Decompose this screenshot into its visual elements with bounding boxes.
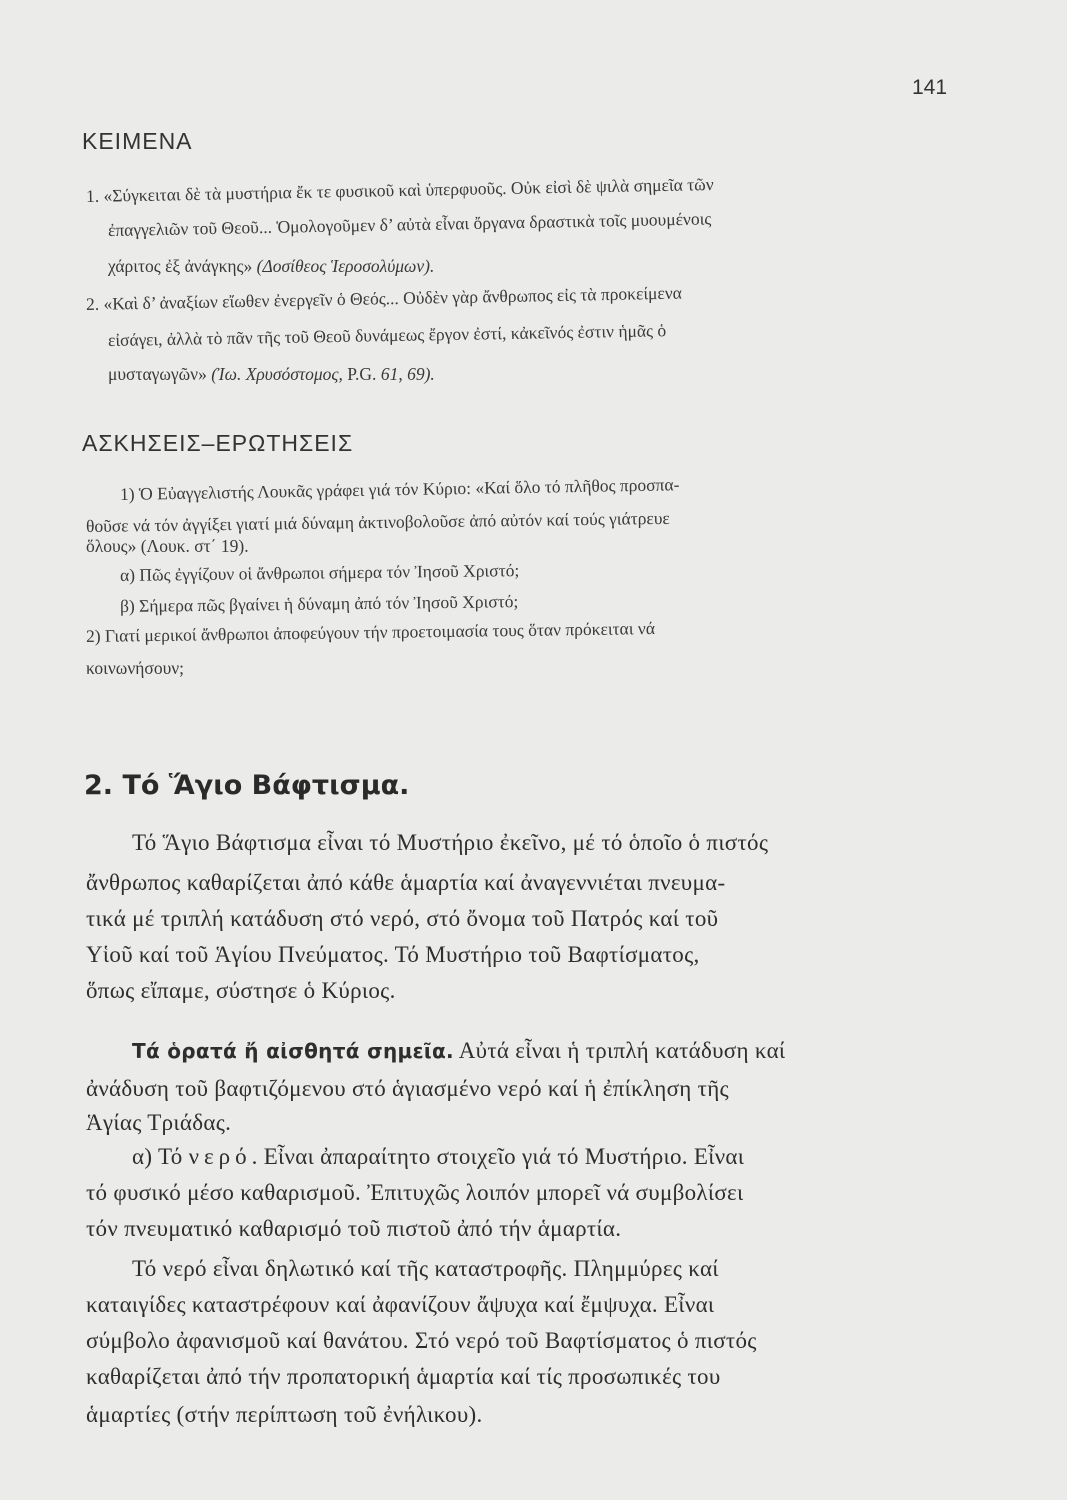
paragraph-3-line-2: τό φυσικό μέσο καθαρισμοῦ. Ἐπιτυχῶς λοιπόν μπορεῖ νά συμβολίσει — [86, 1180, 744, 1205]
paragraph-1-line-1: Τό Ἅγιο Βάφτισμα εἶναι τό Μυστήριο ἐκεῖνο, μέ τό ὁποῖο ὁ πιστός — [132, 830, 769, 855]
paragraph-1-line-2: ἄνθρωπος καθαρίζεται ἀπό κάθε ἁμαρτία καί ἀναγεννιέται πνευμα- — [86, 870, 726, 895]
paragraph-3-line-1-rest: . Εἶναι ἀπαραίτητο στοιχεῖο γιά τό Μυστήριο. Εἶναι — [251, 1144, 745, 1169]
paragraph-2-line-2: ἀνάδυση τοῦ βαφτιζόμενου στό ἁγιασμένο νερό καί ἡ ἐπίκληση τῆς — [86, 1076, 729, 1101]
paragraph-4-line-3: σύμβολο ἀφανισμοῦ καί θανάτου. Στό νερό τοῦ Βαφτίσματος ὁ πιστός — [86, 1328, 757, 1353]
quote-2-line-2: εἰσάγει, ἀλλὰ τὸ πᾶν τῆς τοῦ Θεοῦ δυνάμεως ἔργον ἐστί, κἀκεῖνός ἐστιν ἡμᾶς ὁ — [107, 320, 667, 350]
exercise-2-line-2: κοινωνήσουν; — [86, 658, 185, 678]
paragraph-4-line-2: καταιγίδες καταστρέφουν καί ἀφανίζουν ἄψυχα καί ἔμψυχα. Εἶναι — [86, 1292, 715, 1317]
quote-1-source: (Δοσίθεος Ἱεροσολύμων). — [256, 256, 435, 276]
paragraph-1-line-5: ὅπως εἴπαμε, σύστησε ὁ Κύριος. — [86, 978, 396, 1003]
item-a-prefix: α) Τό — [132, 1144, 189, 1169]
quote-1-line-1: 1. «Σύγκειται δὲ τὰ μυστήρια ἔκ τε φυσικοῦ καὶ ὑπερφυοῦς. Οὐκ εἰσὶ δὲ ψιλὰ σημεῖα τῶν — [85, 173, 714, 206]
exercise-1-line-1: 1) Ὁ Εὐαγγελιστής Λουκᾶς γράφει γιά τόν Κύριο: «Καί ὅλο τό πλῆθος προσπα- — [119, 474, 680, 504]
paragraph-2-line-1 — [132, 1038, 785, 1064]
exercise-1b: β) Σήμερα πῶς βγαίνει ἡ δύναμη ἀπό τόν Ἰησοῦ Χριστό; — [119, 591, 519, 616]
page-number: 141 — [912, 76, 948, 99]
exercises-heading: ΑΣΚΗΣΕΙΣ–ΕΡΩΤΗΣΕΙΣ — [82, 430, 354, 456]
quote-2-line-1: 2. «Καὶ δ’ ἀναξίων εἴωθεν ἐνεργεῖν ὁ Θεός... Οὐδὲν γὰρ ἄνθρωπος εἰς τὰ προκείμενα — [85, 282, 683, 314]
water-term: νερό — [188, 1144, 252, 1169]
exercise-1-line-2: θοῦσε νά τόν ἀγγίξει γιατί μιά δύναμη ἀκτινοβολοῦσε ἀπό αὐτόν καί τούς γιάτρευε — [85, 507, 670, 536]
section-title: 2. Τό Ἅγιο Βάφτισμα. — [84, 770, 410, 801]
exercise-1a: α) Πῶς ἐγγίζουν οἱ ἄνθρωποι σήμερα τόν Ἰησοῦ Χριστό; — [119, 560, 520, 585]
paragraph-1-line-4: Υἱοῦ καί τοῦ Ἁγίου Πνεύματος. Τό Μυστήριο τοῦ Βαφτίσματος, — [86, 942, 700, 967]
quote-2-line-3 — [108, 364, 435, 385]
paragraph-3-line-1 — [132, 1144, 744, 1170]
paragraph-4-line-5: ἁμαρτίες (στήν περίπτωση τοῦ ἐνήλικου). — [86, 1402, 483, 1427]
paragraph-4-line-4: καθαρίζεται ἀπό τήν προπατορική ἁμαρτία καί τίς προσωπικές του — [86, 1364, 721, 1389]
paragraph-3-line-3: τόν πνευματικό καθαρισμό τοῦ πιστοῦ ἀπό τήν ἁμαρτία. — [86, 1216, 622, 1241]
paragraph-2-line-3: Ἁγίας Τριάδας. — [86, 1110, 232, 1135]
paragraph-1-line-3: τικά μέ τριπλή κατάδυση στό νερό, στό ὄνομα τοῦ Πατρός καί τοῦ — [86, 906, 719, 931]
paragraph-2-line-1-rest: Αὐτά εἶναι ἡ τριπλή κατάδυση καί — [453, 1038, 786, 1063]
quote-1-line-2: ἐπαγγελιῶν τοῦ Θεοῦ... Ὁμολογοῦμεν δ’ αὐτὰ εἶναι ὄργανα δραστικὰ τοῖς μυουμένοις — [107, 208, 712, 240]
quote-2-text-end: μυσταγωγῶν» — [108, 364, 207, 384]
paragraph-4-line-1: Τό νερό εἶναι δηλωτικό καί τῆς καταστροφῆς. Πλημμύρες καί — [132, 1256, 719, 1281]
quote-1-line-3 — [108, 256, 434, 277]
texts-heading: ΚΕΙΜΕΝΑ — [82, 128, 193, 154]
quote-2-ref: P.G. — [347, 364, 377, 384]
visible-signs-heading: Τά ὁρατά ἤ αἰσθητά σημεῖα. — [132, 1039, 454, 1063]
exercise-1-line-3: ὅλους» (Λουκ. στ΄ 19). — [86, 536, 249, 556]
quote-2-source: (Ἰω. Χρυσόστομος, — [211, 364, 343, 384]
exercise-2-line-1: 2) Γιατί μερικοί ἄνθρωποι ἀποφεύγουν τήν προετοιμασία τους ὅταν πρόκειται νά — [85, 618, 656, 646]
quote-2-ref-num: 61, 69). — [380, 364, 435, 384]
quote-1-text-end: χάριτος ἐξ ἀνάγκης» — [108, 256, 253, 276]
